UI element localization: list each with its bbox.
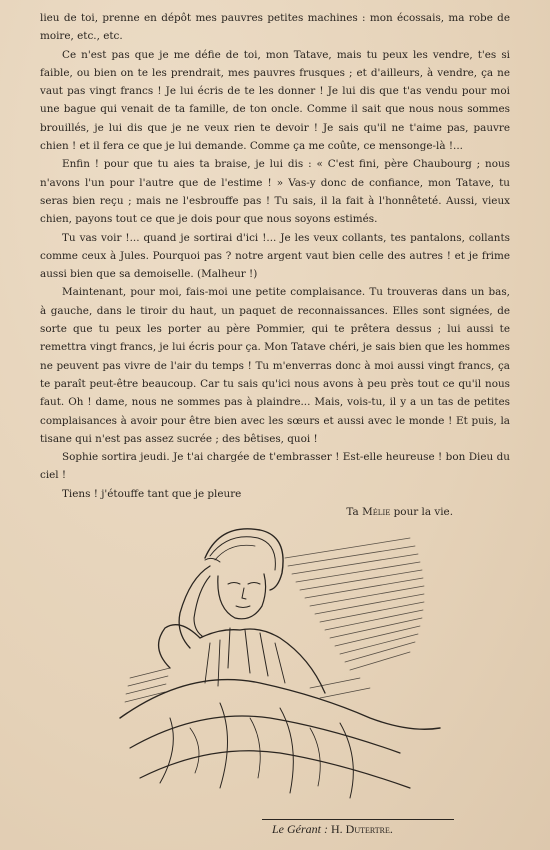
paragraph: Tiens ! j'étouffe tant que je pleure (62, 487, 242, 500)
paragraph: Enfin ! pour que tu aies ta braise, je lui dis : « C'est fini, père Chaubourg ; nous n'avons l'un pour l'autre que de l'estime ! » Vas-y donc de confiance, mon Tatave, tu seras bien reçu ; mais ne l'esbrouffe pas ! Tu sais, il la fait à l'honnêteté. Aussi, vieux chien, payons tout ce que je dois pour que nous soyons estimés. (40, 158, 510, 226)
signature-name: Mélie (362, 506, 391, 519)
signature-suffix: pour la vie. (393, 506, 453, 519)
letter-text (40, 9, 510, 521)
footer (272, 822, 393, 837)
paragraph: Maintenant, pour moi, fais-moi une petite complaisance. Tu trouveras dans un bas, à gauche, dans le tiroir du haut, un paquet de reconnaissances. Elles sont signées, de sorte que tu peux les porter au père Pommier, qui te prêtera dessus ; lui aussi te remettra vingt francs, je lui écris pour ça. Mon Tatave chéri, je sais bien que les hommes ne peuvent pas vivre de l'air du temps ! Tu m'enverras donc à moi aussi vingt francs, ça te paraît peut-être beaucoup. Car tu sais qu'ici nous avons à peu près tout ce qu'il nous faut. Oh ! dame, nous ne sommes pas à plaindre... Mais, vois-tu, il y a un tas de petites complaisances à avoir pour être bien avec les sœurs et aussi avec le monde ! Et puis, la tisane qui n'est pas assez sucrée ; des bêtises, quoi ! (40, 286, 510, 445)
paragraph: lieu de toi, prenne en dépôt mes pauvres petites machines : mon écossais, ma robe de moire, etc., etc. (40, 12, 510, 43)
paragraph: Tu vas voir !... quand je sortirai d'ici !... Je les veux collants, tes pantalons, collants comme ceux à Jules. Pourquoi pas ? notre argent vaut bien celle des autres ! et je frime aussi bien que sa demoiselle. (Malheur !) (40, 231, 510, 281)
footer-label: Le Gérant : (272, 822, 328, 836)
paragraph: Sophie sortira jeudi. Je t'ai chargée de t'embrasser ! Est-elle heureuse ! bon Dieu du ciel ! (40, 451, 510, 482)
paragraph: Ce n'est pas que je me défie de toi, mon Tatave, mais tu peux les vendre, t'es si faible, ou bien on te les prendrait, mes pauvres frusques ; et d'ailleurs, à vendre, ça ne vaut pas vingt francs ! Je lui écris de te les donner ! Je lui dis que t'as vendu pour moi une bague qui venait de ta famille, de ton oncle. Comme il sait que nous nous sommes brouillés, je lui dis que je ne veux rien te devoir ! Je sais qu'il ne t'aime pas, pauvre chien ! et il fera ce que je lui demande. Comme ça me coûte, ce mensonge-là !... (40, 48, 510, 153)
footer-divider (262, 819, 454, 820)
illustration-woman-in-bed (110, 518, 450, 808)
footer-name: H. Dutertre. (331, 822, 393, 836)
signature-prefix: Ta (346, 506, 359, 519)
